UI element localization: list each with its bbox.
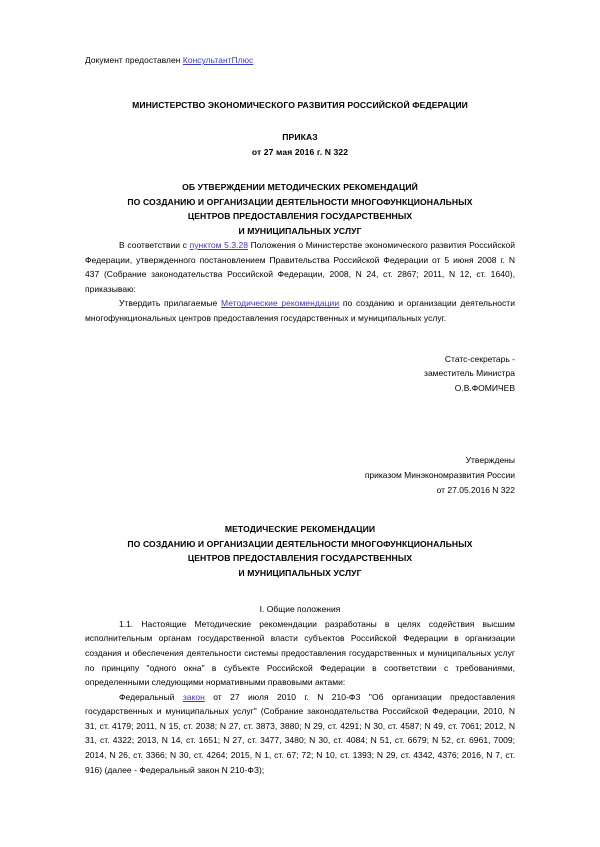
- order-date-number: от 27 мая 2016 г. N 322: [251, 147, 349, 157]
- recommendations-title-line-3: ЦЕНТРОВ ПРЕДОСТАВЛЕНИЯ ГОСУДАРСТВЕННЫХ: [187, 553, 413, 564]
- section-heading-general-provisions: I. Общие положения: [259, 604, 341, 615]
- order-title: [85, 180, 515, 238]
- clause-1-1-paragraph: 1.1. Настоящие Методические рекомендации разработаны в целях содействия высшим исполнительным органам государственной власти субъектов Российской Федерации в организации создания и обеспечения деятельности системы предоставления государственных и муниципальных услуг по принципу "одного окна" в субъекте Российской Федерации в соответствии с требованиями, определенными следующими нормативными правовыми актами:: [85, 618, 515, 688]
- recommendations-title-line-4: И МУНИЦИПАЛЬНЫХ УСЛУГ: [238, 567, 362, 578]
- recommendations-title-line-2: ПО СОЗДАНИЮ И ОРГАНИЗАЦИИ ДЕЯТЕЛЬНОСТИ МНОГОФУНКЦИОНАЛЬНЫХ: [127, 538, 473, 549]
- order-title-line-2: ПО СОЗДАНИЮ И ОРГАНИЗАЦИИ ДЕЯТЕЛЬНОСТИ МНОГОФУНКЦИОНАЛЬНЫХ: [127, 196, 473, 207]
- signature-line-1: Статс-секретарь -: [444, 353, 515, 364]
- approve-clause-paragraph: [85, 296, 515, 325]
- approve-text-after-link: по созданию и организации деятельности многофункциональных центров предоставления государственных и муниципальных услуг.: [85, 298, 515, 323]
- consultant-plus-link[interactable]: КонсультантПлюс: [182, 55, 254, 65]
- federal-law-text-after-link: от 27 июля 2010 г. N 210-ФЗ "Об организации предоставления государственных и муниципальных услуг" (Собрание законодательства Российской Федерации, 2010, N 31, ст. 4179; 2011, N 15, ст. 2038; N 27, ст. 3873, 3880; N 29, ст. 4291; N 30, ст. 4587; N 49, ст. 7061; 2012, N 31, ст. 4322; 2013, N 14, ст. 1651; N 27, ст. 3477, 3480; N 30, ст. 4084; N 51, ст. 6679; N 52, ст. 6961, 7009; 2014, N 26, ст. 3366; N 30, ст. 4264; 2015, N 1, ст. 67; 72; N 10, ст. 1393; N 29, ст. 4342, 4376; 2016, N 7, ст. 916) (далее - Федеральный закон N 210-ФЗ);: [85, 691, 516, 775]
- recommendations-title-line-1: МЕТОДИЧЕСКИЕ РЕКОМЕНДАЦИИ: [224, 524, 376, 535]
- punkt-5-3-28-link[interactable]: пунктом 5.3.28: [189, 240, 249, 250]
- approve-text-before-link: Утвердить прилагаемые: [119, 298, 221, 309]
- approved-by-line-3: от 27.05.2016 N 322: [436, 484, 515, 495]
- order-title-line-1: ОБ УТВЕРЖДЕНИИ МЕТОДИЧЕСКИХ РЕКОМЕНДАЦИЙ: [182, 182, 418, 192]
- preamble-text-after-link: Положения о Министерстве экономического развития Российской Федерации, утвержденного постановлением Правительства Российской Федерации от 5 июня 2008 г. N 437 (Собрание законодательства Российской Федерации, 2008, N 24, ст. 2867; 2011, N 12, ст. 1640), приказываю:: [85, 240, 515, 294]
- order-word: ПРИКАЗ: [282, 132, 318, 142]
- federal-law-paragraph: [85, 690, 515, 778]
- zakon-link[interactable]: закон: [182, 691, 205, 702]
- order-title-line-3: ЦЕНТРОВ ПРЕДОСТАВЛЕНИЯ ГОСУДАРСТВЕННЫХ: [187, 211, 413, 221]
- signature-block: [85, 352, 515, 396]
- recommendations-title: [85, 522, 515, 580]
- approved-by-block: [85, 453, 515, 497]
- order-title-line-4: И МУНИЦИПАЛЬНЫХ УСЛУГ: [238, 225, 362, 236]
- signature-line-3: О.В.ФОМИЧЕВ: [454, 382, 515, 393]
- federal-law-text-before-link: Федеральный: [119, 691, 183, 702]
- preamble-text-before-link: В соответствии с: [119, 240, 190, 250]
- metodicheskie-rekomendacii-link[interactable]: Методические рекомендации: [220, 298, 340, 309]
- ministry-heading: МИНИСТЕРСТВО ЭКОНОМИЧЕСКОГО РАЗВИТИЯ РОССИЙСКОЙ ФЕДЕРАЦИИ: [132, 100, 468, 110]
- approved-by-line-1: Утверждены: [465, 455, 515, 466]
- provider-prefix-text: Документ предоставлен: [85, 55, 183, 65]
- preamble-paragraph: [85, 238, 515, 296]
- signature-line-2: заместитель Министра: [424, 368, 515, 379]
- document-content-column: [85, 0, 515, 777]
- approved-by-line-2: приказом Минэкономразвития России: [364, 469, 515, 480]
- document-provider-line: [85, 54, 515, 67]
- order-heading: [85, 130, 515, 160]
